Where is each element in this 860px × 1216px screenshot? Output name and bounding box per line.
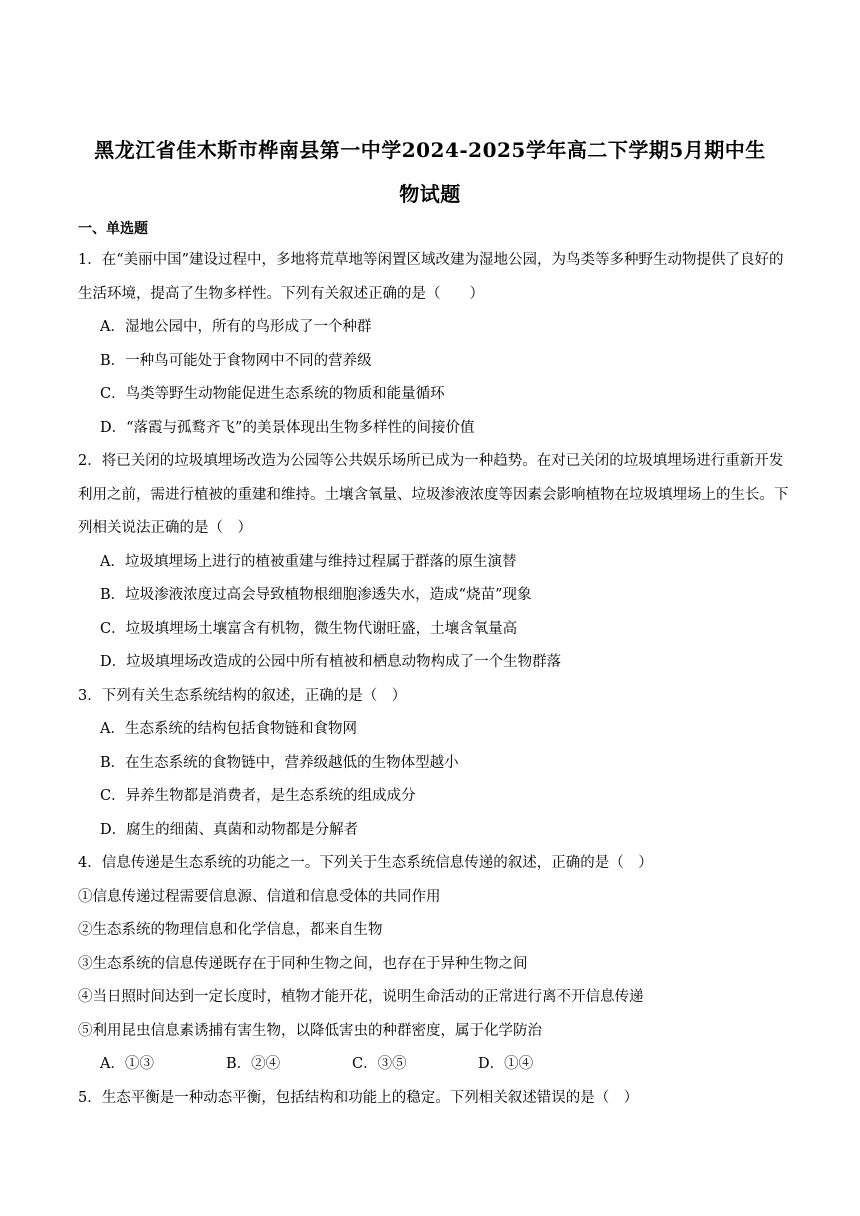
question-stem: 2．将已关闭的垃圾填埋场改造为公园等公共娱乐场所已成为一种趋势。在对已关闭的垃圾填埋场进行重新开发利用之前，需进行植被的重建和维持。土壤含氧量、垃圾渗液浓度等因素会影响植物在垃圾填埋场上的生长。下列相关说法正确的是（ ）: [78, 453, 789, 536]
question-stem: 5．生态平衡是一种动态平衡，包括结构和功能上的稳定。下列相关叙述错误的是（ ）: [78, 1089, 639, 1106]
option-b: B．垃圾渗液浓度过高会导致植物根细胞渗透失水，造成“烧苗”现象: [100, 587, 532, 603]
option-d: D．垃圾填埋场改造成的公园中所有植被和栖息动物构成了一个生物群落: [100, 654, 562, 670]
question-list: [78, 244, 790, 1115]
option-a: A．湿地公园中，所有的鸟形成了一个种群: [100, 319, 372, 335]
option-a: A．①③: [100, 1056, 154, 1072]
title-line-1: 黑龙江省佳木斯市桦南县第一中学2024-2025学年高二下学期5月期中生: [94, 138, 766, 162]
statement-1: ①信息传递过程需要信息源、信道和信息受体的共同作用: [78, 888, 441, 905]
statement-2: ②生态系统的物理信息和化学信息，都来自生物: [78, 922, 383, 938]
option-row: [78, 1048, 790, 1082]
option-c: C．垃圾填埋场土壤富含有机物，微生物代谢旺盛，土壤含氧量高: [100, 620, 518, 637]
question-stem: 4．信息传递是生态系统的功能之一。下列关于生态系统信息传递的叙述，正确的是（ ）: [78, 855, 653, 871]
option-b: B．在生态系统的食物链中，营养级越低的生物体型越小: [100, 754, 459, 771]
option-a: A．垃圾填埋场上进行的植被重建与维持过程属于群落的原生演替: [100, 553, 517, 570]
statement-5: ⑤利用昆虫信息素诱捕有害生物，以降低害虫的种群密度，属于化学防治: [78, 1022, 542, 1039]
question-stem: 1．在“美丽中国”建设过程中，多地将荒草地等闲置区域改建为湿地公园，为鸟类等多种野生动物提供了良好的生活环境，提高了生物多样性。下列有关叙述正确的是（ ）: [78, 252, 784, 302]
document-title: [60, 128, 800, 216]
option-b: B．一种鸟可能处于食物网中不同的营养级: [100, 352, 372, 369]
option-d: D．“落霞与孤鹜齐飞”的美景体现出生物多样性的间接价值: [100, 419, 475, 436]
section-heading: 一、单选题: [78, 221, 148, 237]
statement-4: ④当日照时间达到一定长度时，植物才能开花，说明生命活动的正常进行离不开信息传递: [78, 989, 644, 1005]
title-line-2: 物试题: [399, 182, 461, 206]
question-stem: 3．下列有关生态系统结构的叙述，正确的是（ ）: [78, 687, 407, 704]
option-a: A．生态系统的结构包括食物链和食物网: [100, 721, 357, 737]
statement-3: ③生态系统的信息传递既存在于同种生物之间，也存在于异种生物之间: [78, 955, 528, 972]
option-b: B．②④: [226, 1056, 281, 1072]
option-d: D．①④: [478, 1056, 534, 1072]
option-c: C．鸟类等野生动物能促进生态系统的物质和能量循环: [100, 386, 445, 402]
option-c: C．异养生物都是消费者，是生态系统的组成成分: [100, 788, 416, 804]
option-d: D．腐生的细菌、真菌和动物都是分解者: [100, 821, 359, 838]
option-c: C．③⑤: [352, 1056, 407, 1072]
